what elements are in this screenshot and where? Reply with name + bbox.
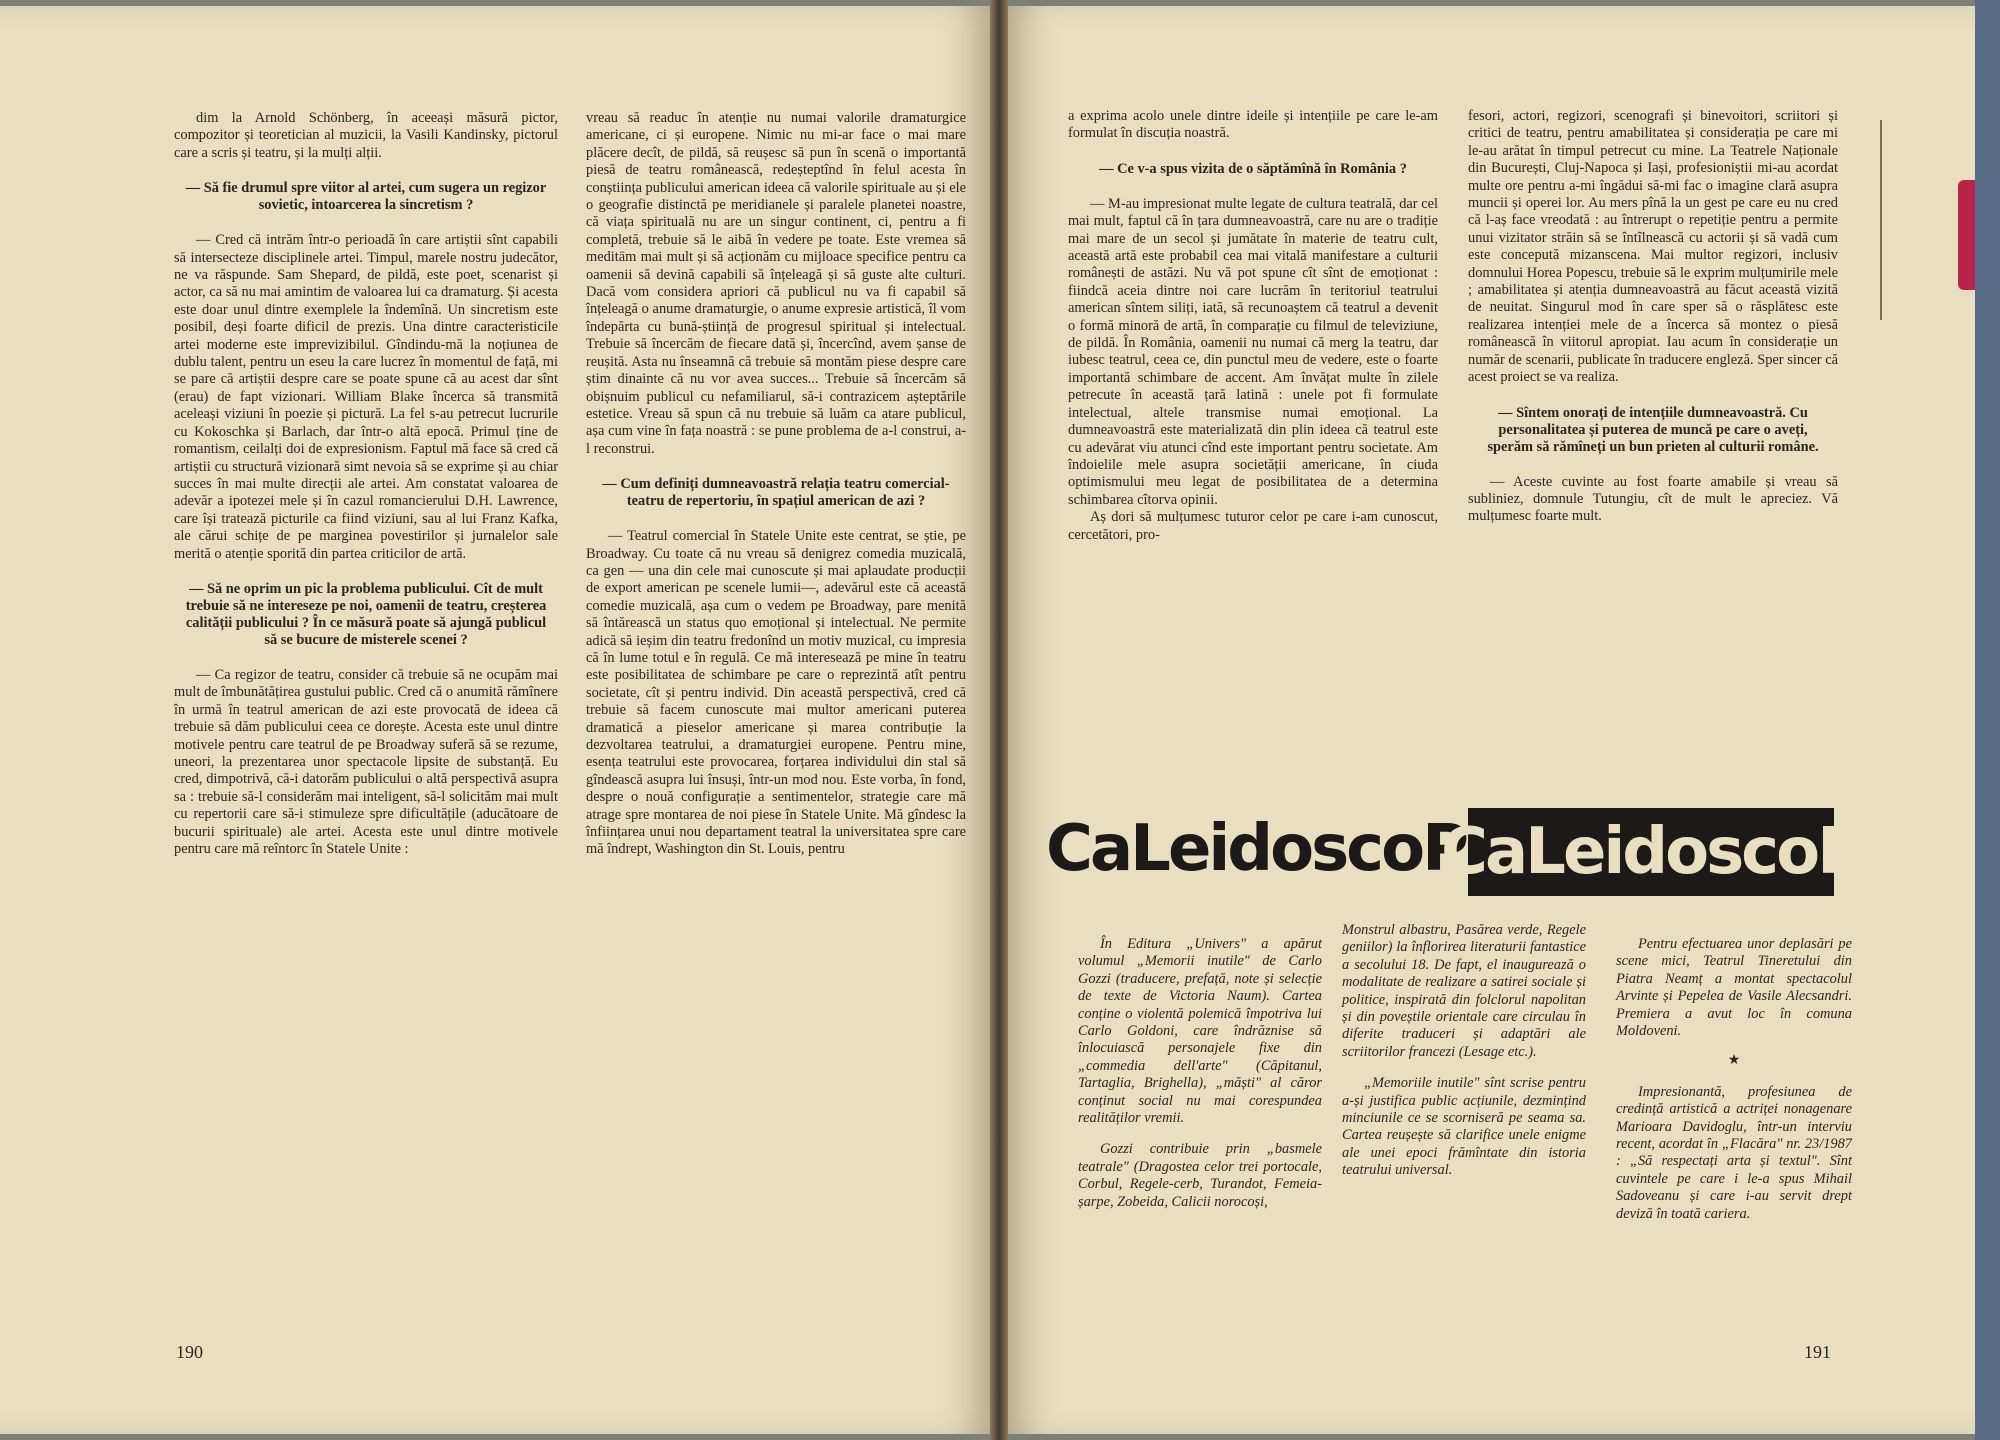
- news-item: Gozzi contribuie prin „basmele teatrale" (Dragostea celor trei portocale, Corbul, Regele-cerb, Turandot, Femeia-șarpe, Zobeida, Calicii norocoși,: [1078, 1141, 1322, 1210]
- news-item: Pentru efectuarea unor deplasări pe scene mici, Teatrul Tineretului din Piatra Neamț a montat spectacolul Arvinte și Pepelea de Vasile Alecsandri. Premiera a avut loc în comuna Moldoveni.: [1616, 936, 1852, 1040]
- paragraph: — M-au impresionat multe legate de cultura teatrală, dar cel mai mult, faptul că în țara dumneavoastră, care nu are o tradiție mai mare de un secol și jumătate în materie de teatru cult, această artă este probabil cea mai vitală manifestare a culturii românești de astăzi. Nu vă pot spune cît sînt de emoționat : fiindcă aceia dintre noi care lucrăm în teritoriul teatrului american sîntem siliți, iată, să recunoaștem că teatrul a devenit o formă minoră de artă, în comparație cu filmul de televiziune, de pildă. În România, oamenii nu numai că merg la teatru, dar iubesc teatrul, ceea ce, din punctul meu de vedere, este o foarte importantă schimbare de accent. Am învățat multe în zilele petrecute în această țară latină : unele pot fi formulate intelectual, altele transmise numai emoțional. La dumneavoastră este materializată din plin ideea că teatrul este cu adevărat viu atunci cînd este important pentru societate. Am îndoielile mele asupra societății americane, în ciuda optimismului meu legat de posibilitatea de a determina schimbarea cîtorva opinii.: [1068, 195, 1438, 508]
- paragraph: fesori, actori, regizori, scenografi și binevoitori, scriitori și critici de teatru, pentru amabilitatea și considerația pe care mi le-au arătat în timpul petrecut cu mine. La Teatrele Naționale din București, Cluj-Napoca și Iași, profesioniștii mi-au acordat multe ore pentru a-mi îngădui să-mi fac o imagine clară asupra muncii și operei lor. Au mers pînă la un gest pe care eu nu cred că l-aș face vreodată : au întrerupt o repetiție pentru a permite unui vizitator străin să se întîlnească cu actorii și să vadă cum este concepută mizanscena. Mai multor regizori, inclusiv domnului Horea Popescu, trebuie să le exprim mulțumirile mele ; amabilitatea și atenția dumneavoastră au făcut această vizită de neuitat. Singurul mod în care sper să o răsplătesc este realizarea intenției mele de a încerca să montez o piesă românească în viitorul apropiat. Iau acum în considerație un număr de scenarii, publicate în traducere engleză. Sper sincer că acest proiect se va realiza.: [1468, 108, 1838, 386]
- page-number-left: 190: [176, 1342, 203, 1362]
- news-item: Monstrul albastru, Pasărea verde, Regele geniilor) la înflorirea literaturii fantastice a secolului 18. De fapt, el inaugurează o modalitate de realizare a satirei sociale și politice, inspirată din folclorul napolitan și din poveștile orientale care circulau în diferite traduceri și adaptări ale scriitorilor francezi (Lesage etc.).: [1342, 922, 1586, 1060]
- interview-question: — Cum definiți dumneavoastră relația teatru comercial-teatru de repertoriu, în spațiul american de azi ?: [602, 476, 950, 510]
- news-item: „Memoriile inutile" sînt scrise pentru a-și justifica public acțiunile, dezmințind minciunile ce se scorniseră pe seama sa. Cartea reușește să clarifice unele enigme ale unei epoci frămîntate din istoria teatrului universal.: [1342, 1075, 1586, 1179]
- left-col-1: [174, 110, 558, 858]
- left-page: [0, 6, 990, 1434]
- book-gutter: [990, 0, 1008, 1440]
- interview-question: — Sîntem onorați de intențiile dumneavoastră. Cu personalitatea și puterea de muncă pe care o aveți, sperăm să rămîneți un bun prieten al culturii române.: [1487, 404, 1819, 455]
- right-page: [1008, 6, 1976, 1434]
- paragraph: — Cred că intrăm într-o perioadă în care artiștii sînt capabili să intersecteze disciplinele artei. Timpul, marele nostru judecător, ne va răspunde. Sam Shepard, de pildă, este poet, scenarist și actor, ca să nu mai amintim de valoarea lui ca dramaturg. Și acesta este doar unul dintre exemplele la îndemînă. Un sincretism este posibil, deși foarte dificil de prezis. Una dintre caracteristicile artei moderne este imprevizibilul. Gîndindu-mă la noțiunea de dublu talent, pentru un eseu la care lucrez în momentul de față, mi se pare că artiștii despre care se poate spune că au acest dar sînt (erau) de fapt vizionari. William Blake încerca să transmită aceleași viziuni în poezie și pictură. La fel s-au petrecut lucrurile cu Kokoschka și Barlach, dar într-o altă epocă. Primul ține de romantism, ceilalți doi de expresionism. Faptul mă face să cred că artiștii cu structură vizionară simt nevoia să se exprime și au chiar succes în mai multe direcții ale artei. Am constatat valoarea de adevăr a ipotezei mele și în cazul romancierului D.H. Lawrence, care își tratează picturile ca fiind viziuni, sau al lui Franz Kafka, ale cărui schițe de pe marginea povestirilor și jurnalelor sale merită o atenție sporită din partea criticilor de artă.: [174, 232, 558, 562]
- interview-question: — Să fie drumul spre viitor al artei, cum sugera un regizor sovietic, intoarcerea la sincretism ?: [185, 180, 547, 214]
- star-separator: ★: [1727, 1053, 1741, 1069]
- page-tab-marker: [1958, 180, 1976, 290]
- page-number-right: 191: [1804, 1342, 1831, 1362]
- margin-rule: [1880, 120, 1882, 320]
- calendar-col-1: [1078, 922, 1322, 1211]
- paragraph: Aș dori să mulțumesc tuturor celor pe care i-am cunoscut, cercetători, pro-: [1068, 509, 1438, 543]
- left-col-2: [586, 110, 966, 859]
- interview-question: — Să ne oprim un pic la problema publicului. Cît de mult trebuie să ne intereseze pe noi, oamenii de teatru, creșterea calității publicului ? În ce măsură poate să ajungă publicul să se bucure de misterele scenei ?: [185, 580, 547, 648]
- paragraph: a exprima acolo unele dintre ideile și intențiile pe care le-am formulat în discuția noastră.: [1068, 108, 1438, 142]
- calendar-col-3: [1616, 922, 1852, 1223]
- paragraph: — Aceste cuvinte au fost foarte amabile și vreau să subliniez, domnule Tutungiu, cît de mult le apreciez. Vă mulțumesc foarte mult.: [1468, 473, 1838, 525]
- right-col-1: [1068, 108, 1438, 544]
- news-item: Impresionantă, profesiunea de credință artistică a actriței nonagenare Marioara Davidoglu, într-un interviu recent, acordat în „Flacăra" nr. 23/1987 : „Să respectați arta și textul". Sînt cuvintele pe care i le-a spus Mihail Sadoveanu și care i-au servit drept deviză în toată cariera.: [1616, 1083, 1852, 1222]
- paragraph: — Ca regizor de teatru, consider că trebuie să ne ocupăm mai mult de îmbunătățirea gustului public. Cred că o anumită rămînere în urmă în teatrul american de azi este provocată de ideea că trebuie să dăm publicului ceea ce dorește. Acesta este unul dintre motivele pentru care teatrul de pe Broadway suferă să se rezume, uneori, la prezentarea unor spectacole lipsite de substanță. Eu cred, dimpotrivă, că-i datorăm publicului o altă perspectivă asupra sa : trebuie să-l considerăm mai inteligent, să-l solicităm mai mult cu repertorii care să-i stimuleze spre dificultățile (aducătoare de bucurii spirituale) ale artei. Acesta este unul dintre motivele pentru care mă reîntorc în Statele Unite :: [174, 666, 558, 857]
- paragraph: — Teatrul comercial în Statele Unite este centrat, se știe, pe Broadway. Cu toate că nu vreau să denigrez comedia muzicală, ca gen — una din cele mai cunoscute și mai aplaudate producții de export american pe scenele lumii—, adevărul este că această comedie muzicală, așa cum o vedem pe Broadway, pare menită să întărească un status quo emoțional și intelectual. Ne permite adică să ieșim din teatru fredonînd un motiv muzical, cu impresia că în lume totul e în regulă. Ce mă interesează pe mine în teatru este posibilitatea de schimbare pe care o reprezintă atît pentru societate, cît și pentru individ. Din această perspectivă, cred că trebuie să facem cunoscute mai multor americani puterea dramatică a pieselor americane și marea contribuție la dezvoltarea teatrului, a dramaturgiei europene. Pentru mine, esența teatrului este provocarea, forțarea individului din stal să gîndească asupra lui însuși, într-un mod nou. Este vorba, în fond, despre o nouă configurație a sentimentelor, strategie care mă atrage spre montarea de noi piese în Statele Unite. Mă gîndesc la înființarea unui nou departament teatral la universitatea spre care mă îndrept, Washington din St. Louis, pentru: [586, 528, 966, 858]
- news-item: În Editura „Univers" a apărut volumul „Memorii inutile" de Carlo Gozzi (traducere, prefață, note și selecție de texte de Victoria Naum). Cartea conține o violentă polemică împotriva lui Carlo Goldoni, care îndrăznise să înlocuiască personajele fixe din „commedia dell'arte" (Căpitanul, Tartaglia, Brighella), „măști" al căror conținut social nu mai corespundea realităților vremii.: [1078, 936, 1322, 1127]
- paragraph: dim la Arnold Schönberg, în aceeași măsură pictor, compozitor și teoretician al muzicii, la Vasili Kandinsky, pictorul care a scris și teatru, și la mulți alții.: [174, 110, 558, 161]
- paragraph: vreau să readuc în atenție nu numai valorile dramaturgice americane, ci și europene. Nimic nu mi-ar face o mai mare plăcere decît, de pildă, să reușesc să pun în scenă o importantă piesă de teatru românească, redeșteptînd în felul acesta în conștiința publicului american ideea că valorile spirituale au și ele o geografie distinctă pe meridianele și paralele planetei noastre, că viața spirituală nu are un singur continent, ci, pentru a fi completă, trebuie să le aibă în vedere pe toate. Este vremea să meditām mai mult și să acționăm cu mijloace specifice pentru ca oamenii să devină capabili să înțeleagă și să guste alte culturi. Dacă vom considera apriori că publicul nu va fi capabil să înțeleagă o anume dramaturgie, o anume expresie artistică, îl vom îndepărta cu bună-știință de progresul spiritual și intelectual. Trebuie să încercăm de fiecare dată și, încercînd, avem șanse de reușită. Asta nu înseamnă că trebuie să montăm piese despre care știm dinainte că nu vor avea succes... Trebuie să încercăm să obișnuim publicul cu nefamiliarul, să-i contrazicem așteptările estetice. Vreau să spun că nu trebuie să luăm ca atare publicul, așa cum vine în fața noastră : se pune problema de a-l construi, a-l reconstrui.: [586, 110, 967, 457]
- caleidoscop-banner-right: CaLeidoscoP: [1468, 808, 1834, 896]
- calendar-col-2: [1342, 922, 1586, 1180]
- right-col-2: [1468, 108, 1838, 526]
- caleidoscop-banner-left: CaLeidoscoP: [1046, 812, 1466, 886]
- interview-question: — Ce v-a spus vizita de o săptămînă în România ?: [1099, 160, 1407, 177]
- book-cover-edge: [1975, 0, 2000, 1440]
